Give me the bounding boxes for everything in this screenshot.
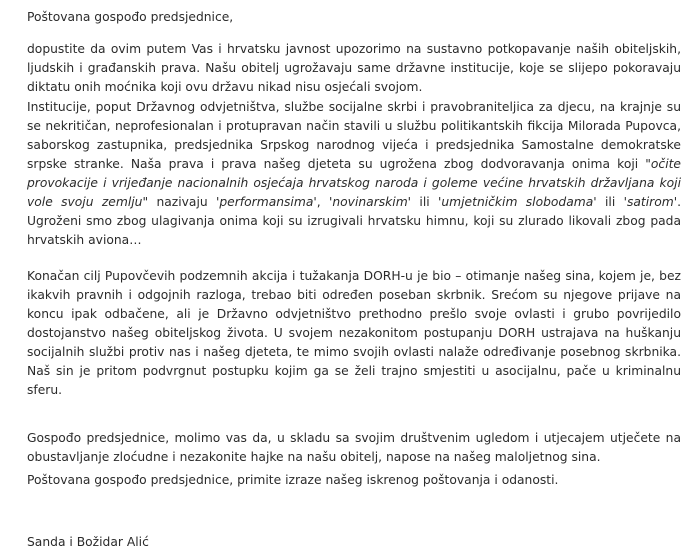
paragraph-text: ili bbox=[596, 195, 624, 209]
paragraph-goal: Konačan cilj Pupovčevih podzemnih akcija i tužakanja DORH-u je bio – otimanje našeg sina, kojem je, bez ikakvih pravnih i odgojnih razloga, trebao biti određen poseban skrbnik. Srećom su njegove prijave na koncu ipak odbačene, ali je Državno odvjetništvo prethodno prešlo svoje ovlasti i grubo povrijedilo dostojanstvo našeg obiteljskog života. U svojem nezakonitom postupanju DORH ustrajava na huškanju socijalnih službi protiv nas i našeg djeteta, te mimo svojih ovlasti nalaže određivanje posebnog skrbnika. Naš sin je pritom podvrgnut postupku kojim ga se želi trajno smjestiti u asocijalnu, pače u kriminalnu sferu. bbox=[27, 269, 681, 397]
paragraph-text: , bbox=[316, 195, 329, 209]
paragraph-text: Institucije, poput Državnog odvjetništva, službe socijalne skrbi i pravobraniteljica za djecu, na krajnje su se nekritičan, neprofesionalan i protupravan način stavili u službu politikantskih fikcija Milorada Pupovca, saborskog zastupnika, predsjednika Srpskog narodnog vijeća i predsjednika Samostalne demokratske srpske stranke. Naša prava i prava našeg djeteta su ugrožena zbog dodvoravanja onima koji bbox=[27, 100, 681, 171]
paragraph-institutions bbox=[27, 98, 681, 250]
salutation: Poštovana gospođo predsjednice, bbox=[27, 10, 234, 24]
paragraph-intro: dopustite da ovim putem Vas i hrvatsku javnost upozorimo na sustavno potkopavanje naših obiteljskih, ljudskih i građanskih prava. Našu obitelj ugrožavaju same državne institucije, koje se slijepo pokoravaju diktatu onih moćnika koji ovu državu nikad nisu osjećali svojom. bbox=[27, 42, 681, 94]
paragraph-text: ili bbox=[411, 195, 438, 209]
quote-performances: 'performansima' bbox=[216, 195, 317, 209]
paragraph-request: Gospođo predsjednice, molimo vas da, u skladu sa svojim društvenim ugledom i utjecajem utječete na obustavljanje zloćudne i nezakonite hajke na našu obitelj, napose na našeg maloljetnog sina. bbox=[27, 431, 681, 464]
quote-artistic-freedoms: 'umjetničkim slobodama' bbox=[437, 195, 597, 209]
paragraph-closing: Poštovana gospođo predsjednice, primite izraze našeg iskrenog poštovanja i odanosti. bbox=[27, 473, 559, 487]
signature: Sanda i Božidar Alić bbox=[27, 535, 149, 549]
paragraph-text: nazivaju bbox=[148, 195, 216, 209]
quote-satire: 'satirom' bbox=[623, 195, 678, 209]
quote-journalistic: 'novinarskim' bbox=[328, 195, 412, 209]
quote-provocations: "očite provokacije i vrijeđanje nacionalnih osjećaja hrvatskog naroda i goleme većine hrvatskih državljana koji vole svoju zemlju" bbox=[27, 157, 681, 209]
paragraph-text: . Ugroženi smo zbog ulagivanja onima koji su izrugivali hrvatsku himnu, koji su zlurado likovali zbog pada hrvatskih aviona… bbox=[27, 195, 681, 247]
